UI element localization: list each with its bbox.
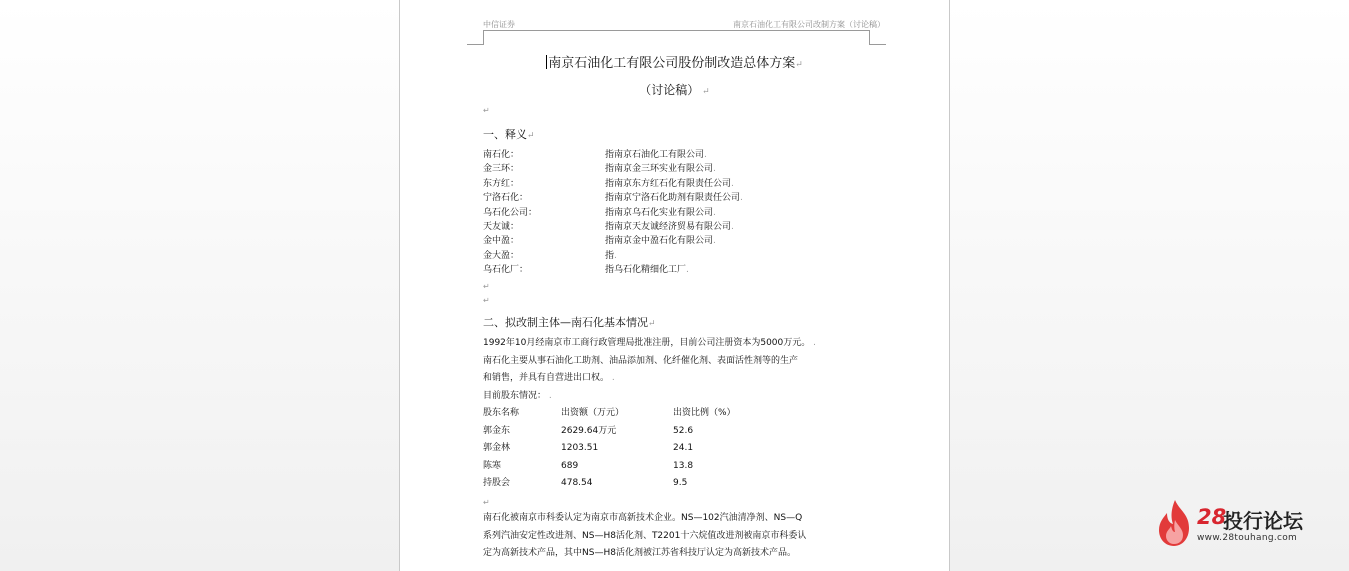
logo-name: 投行论坛	[1223, 509, 1303, 533]
document-subtitle[interactable]: （讨论稿） ↵	[639, 83, 710, 97]
definition-term: 乌石化公司：	[483, 207, 538, 218]
table-cell-name: 郭金林	[483, 443, 511, 453]
table-cell-name: 郭金东	[483, 425, 511, 436]
definition-text: 指南京石油化工有限公司	[605, 150, 705, 160]
tech-paragraph	[483, 510, 883, 563]
definition-text: 指南京宁洛石化助剂有限责任公司	[605, 193, 741, 204]
definition-row: 乌石化厂： 指乌石化精细化工厂 .	[483, 263, 743, 277]
definition-row: 东方红： 指南京东方红石化有限责任公司 .	[483, 177, 743, 191]
table-cell-name: 持股会	[483, 478, 511, 488]
definition-term: 金中盈：	[483, 236, 520, 247]
definition-row: 金大盈： 指 .	[483, 249, 743, 263]
definition-term: 宁洛石化：	[483, 193, 529, 204]
paragraph-line: 南石化被南京市科委认定为南京市高新技术企业。NS—102汽油清净剂、NS—Q	[483, 513, 803, 523]
paragraph-line: 1992年10月经南京市工商行政管理局批准注册，目前公司注册资本为5000万元。 .	[483, 338, 816, 348]
table-header-cell: 股东名称	[483, 408, 520, 418]
definition-term: 南石化：	[483, 150, 520, 160]
table-header-cell: 出资比例（%）	[673, 408, 736, 418]
definition-text: 指南京乌石化实业有限公司	[605, 207, 714, 218]
table-cell-ratio: 13.8	[673, 460, 694, 471]
definition-row: 宁洛石化： 指南京宁洛石化助剂有限责任公司 .	[483, 191, 743, 205]
definition-row: 乌石化公司： 指南京乌石化实业有限公司 .	[483, 206, 743, 220]
paragraph-line: 南石化主要从事石油化工助剂、油品添加剂、化纤催化剂、表面活性剂等的生产	[483, 355, 799, 366]
table-cell-ratio: 52.6	[673, 425, 694, 436]
document-page[interactable]	[399, 0, 950, 571]
table-cell-amount: 1203.51	[561, 443, 599, 453]
definition-row: 金中盈： 指南京金中盈石化有限公司 .	[483, 234, 743, 248]
definition-text: 指南京天友诚经济贸易有限公司	[605, 222, 732, 233]
definition-text: 指	[605, 250, 615, 261]
definition-term: 金三环：	[483, 164, 520, 175]
table-row	[483, 458, 813, 476]
paragraph-mark: ↵	[483, 106, 490, 115]
definition-row: 金三环： 指南京金三环实业有限公司 .	[483, 162, 743, 176]
shareholder-table	[483, 405, 813, 493]
header-right: 南京石油化工有限公司改制方案（讨论稿）	[733, 20, 885, 29]
table-row	[483, 423, 813, 441]
paragraph-line: 系列汽油安定性改进剂、NS—H8活化剂、T2201十六烷值改进剂被南京市科委认	[483, 530, 807, 541]
document-title[interactable]: 南京石油化工有限公司股份制改造总体方案↵	[548, 56, 803, 71]
paragraph-line: 定为高新技术产品，其中NS—H8活化剂被江苏省科技厅认定为高新技术产品。	[483, 548, 796, 558]
definition-term: 东方红：	[483, 178, 520, 189]
definition-text: 指南京金中盈石化有限公司	[605, 236, 714, 247]
flame-icon	[1155, 498, 1195, 548]
definition-term: 乌石化厂：	[483, 265, 529, 276]
section-heading-company[interactable]: 二、拟改制主体—南石化基本情况↵	[483, 316, 656, 329]
definition-text: 指南京金三环实业有限公司	[605, 164, 714, 175]
table-cell-amount: 478.54	[561, 478, 593, 488]
intro-paragraph	[483, 335, 883, 405]
table-cell-amount: 689	[561, 460, 579, 471]
table-cell-ratio: 9.5	[673, 478, 688, 488]
table-header-row	[483, 405, 813, 423]
definition-text: 指乌石化精细化工厂	[605, 265, 687, 276]
background-right	[950, 0, 1349, 571]
table-row	[483, 440, 813, 458]
definition-term: 天友诚：	[483, 222, 520, 233]
table-header-cell: 出资额（万元）	[561, 408, 625, 418]
definition-text: 指南京东方红石化有限责任公司	[605, 178, 732, 189]
definitions-list	[483, 148, 743, 278]
paragraph-mark: ↵	[483, 296, 490, 305]
table-cell-amount: 2629.64万元	[561, 425, 617, 436]
margin-corner-right	[869, 30, 886, 45]
background-left	[0, 0, 399, 571]
header-rule	[483, 30, 869, 31]
paragraph-mark: ↵	[483, 498, 490, 507]
table-cell-ratio: 24.1	[673, 443, 694, 453]
definition-term: 金大盈：	[483, 250, 520, 261]
logo-number: 28	[1197, 505, 1227, 529]
table-cell-name: 陈寒	[483, 460, 502, 471]
logo-url: www.28touhang.com	[1197, 533, 1298, 543]
header-left: 中信证券	[483, 20, 515, 29]
paragraph-line: 目前股东情况： .	[483, 390, 552, 401]
section-heading-definitions[interactable]: 一、释义↵	[483, 128, 535, 141]
table-row	[483, 475, 813, 493]
paragraph-line: 和销售，并具有自营进出口权。 .	[483, 373, 615, 383]
margin-corner-left	[467, 30, 484, 45]
site-logo[interactable]	[1155, 498, 1325, 548]
definition-row: 天友诚： 指南京天友诚经济贸易有限公司 .	[483, 220, 743, 234]
paragraph-mark: ↵	[483, 282, 490, 291]
definition-row: 南石化： 指南京石油化工有限公司 .	[483, 148, 743, 162]
